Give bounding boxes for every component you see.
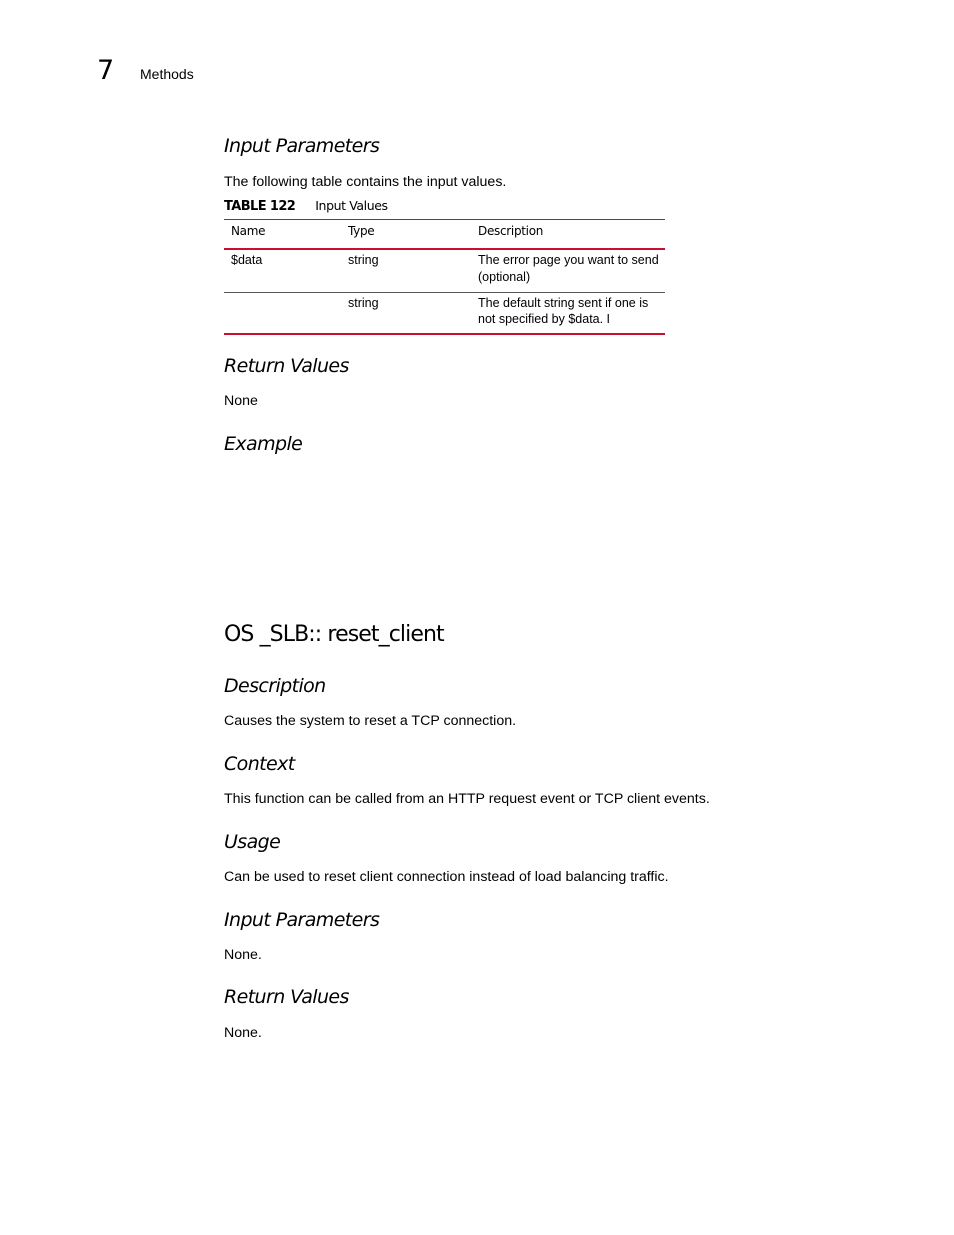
row1-description-line1: The error page you want to send	[478, 253, 659, 267]
row1-type: string	[348, 253, 379, 267]
table-title: Input Values	[315, 198, 388, 213]
usage-heading: Usage	[224, 831, 281, 853]
input-parameters-heading: Input Parameters	[224, 135, 380, 157]
row2-type: string	[348, 296, 379, 310]
method-title: OS _SLB:: reset_client	[224, 622, 444, 647]
table-label: TABLE 122	[224, 199, 296, 214]
row1-description-line2: (optional)	[478, 270, 531, 284]
table-header-description: Description	[478, 224, 544, 238]
row2-description-line1: The default string sent if one is	[478, 296, 649, 310]
input-parameters-heading-2: Input Parameters	[224, 909, 380, 931]
row2-description-line2: not specified by $data. I	[478, 312, 611, 326]
table-header-type: Type	[348, 224, 375, 238]
row1-name: $data	[231, 253, 263, 267]
input-parameters-text-2: None.	[224, 947, 262, 963]
input-intro-text: The following table contains the input values.	[224, 174, 507, 190]
chapter-title: Methods	[140, 66, 194, 82]
return-values-heading: Return Values	[224, 355, 349, 377]
table-header-name: Name	[231, 224, 266, 238]
context-heading: Context	[224, 753, 295, 775]
return-values-text-2: None.	[224, 1025, 262, 1041]
table-header-rule	[224, 248, 665, 250]
table-row-divider	[224, 292, 665, 293]
return-values-text: None	[224, 393, 258, 409]
usage-text: Can be used to reset client connection instead of load balancing traffic.	[224, 869, 669, 885]
description-text: Causes the system to reset a TCP connection.	[224, 713, 517, 729]
table-bottom-rule	[224, 333, 665, 335]
chapter-number: 7	[97, 55, 115, 86]
return-values-heading-2: Return Values	[224, 986, 349, 1008]
table-top-rule	[224, 219, 665, 220]
table-caption	[224, 198, 388, 215]
example-heading: Example	[224, 433, 303, 455]
description-heading: Description	[224, 675, 326, 697]
context-text: This function can be called from an HTTP request event or TCP client events.	[224, 791, 710, 807]
